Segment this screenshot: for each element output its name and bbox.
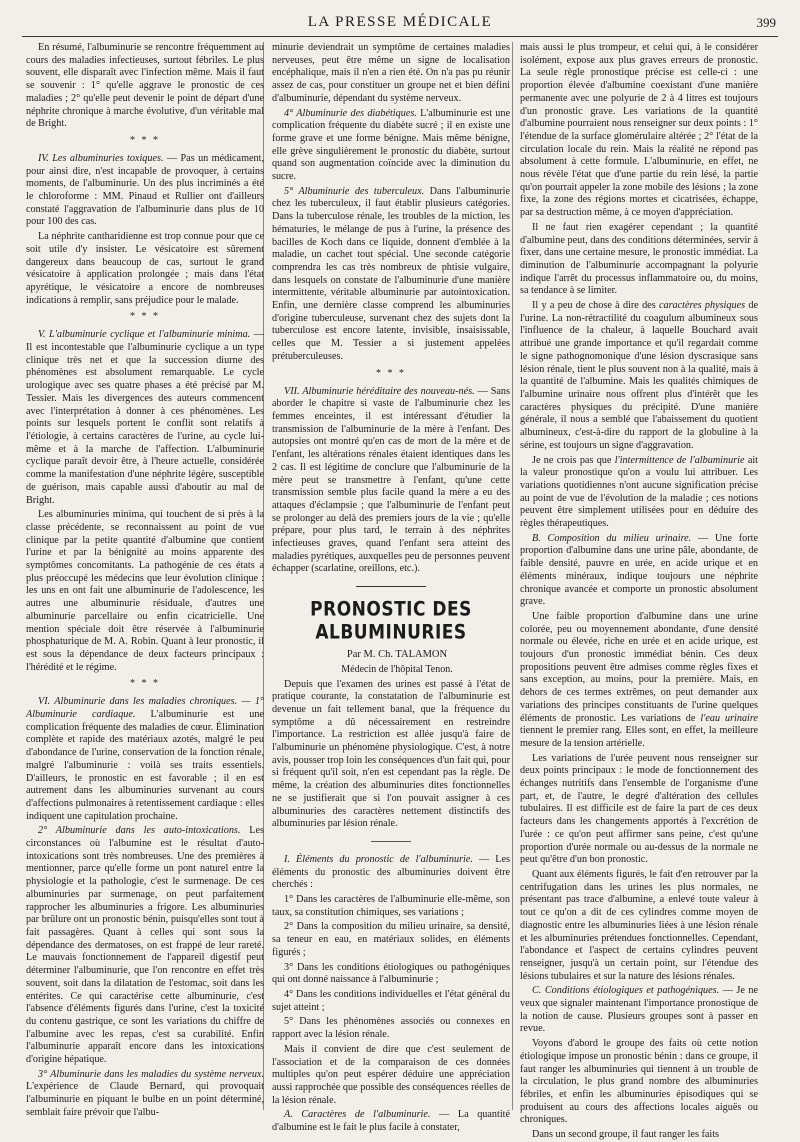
- subsection-title: 3° Albuminurie dans les maladies du système nerveux.: [38, 1068, 264, 1080]
- column-3: [520, 42, 759, 1141]
- paragraph: [272, 386, 510, 577]
- paragraph: [272, 108, 510, 184]
- paragraph: Les albuminuries minima, qui touchent de si près à la classe précédente, se reconnaissent au point de vue clinique par la petite quantité d'albumine que contient l'urine et par la bénignité au moins apparente des symptômes concomitants. La pathogénie de ces états a plus préoccupé les médecins que leur évolution clinique : les uns en ont fait une albuminurie de l'adolescence, les autres une albuminurie résiduale, d'autres une albuminurie parcellaire ou enfin cicatricielle. Une mention spéciale doit être réservée à l'albuminurie phosphaturique de M. A. Robin. Quant à leur pronostic, il est sous la dépendance de deux facteurs principaux : l'hérédité et le régime.: [26, 509, 264, 673]
- paragraph-text: tiennent le premier rang. Elles sont, en effet, la meilleure mesure de la tension artérielle.: [520, 725, 758, 749]
- paragraph-text: L'albuminurie est une complication fréquente du diabète sucré ; il en existe une forme grave et une forme bénigne. Mais même bénigne, elle grève singulièrement le pronostic du diabète, surtout quand son augmentation coïncide avec la diminution du sucre.: [272, 107, 511, 183]
- subsection-title: 4° Albuminurie des diabétiques.: [284, 107, 417, 119]
- journal-title: LA PRESSE MÉDICALE: [307, 14, 493, 30]
- list-item: 5° Dans les phénomènes associés ou connexes en rapport avec la lésion rénale.: [272, 1016, 510, 1041]
- paragraph: [520, 455, 758, 531]
- subsection-title: — 1° Albuminurie cardiaque.: [26, 696, 264, 721]
- paragraph: Mais il convient de dire que c'est seulement de l'association et de la comparaison de ces données multiples qu'on peut espérer déduire une appréciation aussi rapprochée que possible des conséquences réelles de la lésion rénale.: [272, 1043, 510, 1106]
- separator: * * *: [130, 311, 160, 323]
- paragraph: [26, 329, 264, 507]
- list-item: 4° Dans les conditions individuelles et l'état général du sujet atteint ;: [272, 989, 510, 1013]
- paragraph: [520, 533, 758, 609]
- paragraph-text: — Une forte proportion d'albumine dans une urine pâle, abondante, de faible densité, pauvre en urée, en acide urique et en éléments minéraux, indique toujours une néphrite chronique avancée et comporte un pronostic absolument grave.: [520, 532, 758, 608]
- emphasis: caractères physiques: [658, 300, 746, 312]
- section-title: IV. Les albuminuries toxiques.: [38, 152, 164, 164]
- paragraph: En résumé, l'albuminurie se rencontre fréquemment au cours des maladies infectieuses, surtout fébriles. Le plus souvent, elle disparaît avec l'infection même. Mais il faut se souvenir : 1° qu'elle aggrave le pronostic de ces maladies ; 2° qu'elle peut devenir le point de départ d'une néphrite chronique à marche évolutive, d'un véritable mal de Bright.: [26, 42, 264, 130]
- paragraph-text: L'albuminurie est une complication fréquente des maladies de cœur. Élimination complète et rapide des matériaux azotés, malgré le peu d'abondance de l'urine, conservation de la fonction rénale, malgré l'albuminurie : voilà ses traits essentiels. D'ailleurs, le pronostic en est favorable ; il en est autrement dans les albuminuries survenant au cours d'affections pulmonaires à retentissement cardiaque : elles indiquent une capitulation prochaine.: [26, 709, 264, 822]
- affiliation: Médecin de l'hôpital Tenon.: [341, 663, 453, 675]
- column-divider: [512, 42, 513, 1110]
- paragraph: Les variations de l'urée peuvent nous renseigner sur deux points principaux : le mode de fonctionnement des échanges nutritifs dans l'ensemble de l'organisme d'une part, et, de l'autre, le degré d'altération des cellules tubulaires. Il est difficile est de faire la part de ces deux facteurs dans les changements apportés à l'excrétion de l'urée : ce qu'on peut affirmer sans peine, c'est qu'une proportion d'urée normale ou au-dessus de la normale ne peut qu'être d'un bon pronostic.: [520, 752, 758, 866]
- paragraph: La néphrite cantharidienne est trop connue pour que ce soit utile d'y insister. Le vésicatoire est sûrement dangereux dans beaucoup de cas, surtout le grand vésicatoire à application prolongée ; mais dans l'état apyrétique, le vésicatoire a encore de nombreuses indications à remplir, sans préjudice pour le malade.: [26, 231, 264, 306]
- paragraph-text: — Les éléments du pronostic des albuminuries doivent être cherchés :: [272, 853, 510, 891]
- paragraph: Voyons d'abord le groupe des faits où cette notion étiologique impose un pronostic bénin : dans ce groupe, il faut ranger les albuminuries qui tiennent à un trouble de la circulation, le plus grand nombre des albuminuries fébriles, et enfin les albuminuries épisodiques qui se produisent au cours des affections locales aiguës ou chroniques.: [520, 1038, 758, 1126]
- paragraph: Quant aux éléments figurés, le fait d'en retrouver par la centrifugation dans les urines les plus normales, ne présentant pas trace d'albumine, a enlevé toute valeur à tout ce qu'on a dit de ces cylindres comme moyen de diagnostic entre les albuminuries liées à une lésion rénale et les albuminuries prétendues fonctionnelles. Cependant, l'abondance et l'aspect de certains cylindres peuvent renseigner, jusqu'à un certain point, sur l'étendue des lésions tubulaires et sur la nature des lésions rénales.: [520, 869, 758, 982]
- paragraph-text: ait la valeur pronostique qu'on a voulu lui attribuer. Les variations quotidiennes n'ont aucune signification précise au point de vue de l'évolution de la maladie ; ces notions peuvent être simplement utilisées pour en déduire des règles thérapeutiques.: [520, 454, 759, 530]
- paragraph-text: Les circonstances où l'albumine est le résultat d'auto-intoxications sont très nombreuses. Une des premières à mentionner, parce qu'elle forme un pont naturel entre la physiologie et la pathologie, c'est le surmenage. De ces albuminuries par surmenage, on peut parfaitement rapprocher les albuminuries a frigore. Les albuminuries par brûlure ont un pronostic bénin, puisqu'elles sont tout à fait passagères. Quant à celles qui sont sous la dépendance des dermatoses, on est frappé de leur rareté. Le mauvais fonctionnement de l'appareil digestif peut déterminer l'albuminurie, que l'on rencontre en effet très souvent, soit dans la dilatation de l'estomac, soit dans les entérites. Ce qui caractérise cette albuminurie, c'est l'absence d'éléments figurés dans l'urine, c'est la toxicité du contenu gastrique, ce sont les variations du chiffre de l'albumine avec les repas, c'est sa curabilité. Enfin l'albuminurie apparaît encore dans les intoxications d'origine hépatique.: [26, 825, 264, 1066]
- paragraph: [272, 1109, 510, 1134]
- paragraph-text: de l'urine. La non-rétractilité du coagulum albumineux sous l'influence de la chaleur, à laquelle Bouchard avait attribué une grande importance et qu'il regardait comme le signe pathognomonique d'une lésion dyscrasique sans lésion rénale, tient le plus souvent non à la qualité, mais à la quantité de l'albumine. Mais les qualités chimiques de l'albumine urinaire nous offrent plus d'intérêt que les caractères physiques du précipité. D'une manière générale, il nous a semblé que l'abaissement du quotient albumineux, c'est-à-dire du rapport de la globuline à la sérine, est toujours un signe d'aggravation.: [520, 300, 758, 451]
- subsection-title: 2° Albuminurie dans les auto-intoxications.: [38, 825, 241, 837]
- paragraph: Il ne faut rien exagérer cependant ; la quantité d'albumine peut, dans des conditions déterminées, servir à fixer, dans une certaine mesure, le pronostic immédiat. La diminution de l'albuminurie accompagnant la polyurie indique l'arrêt du processus inflammatoire ou, du moins, sa tendance à se limiter.: [520, 221, 758, 297]
- paragraph-text: Une faible proportion d'albumine dans une urine colorée, peu ou moyennement abondante, d'une densité normale ou élevée, riche en urée et en acide urique, est toujours d'un pronostic immédiat bénin. Ces deux propositions peuvent être admises comme règles fixes et sans exception, au moins, pour la première. Mais, en dehors de ces termes extrêmes, on peut demander aux variations des principes constituants de l'urine quelques éléments de pronostic. Les variations de: [520, 610, 758, 724]
- paragraph: Depuis que l'examen des urines est passé à l'état de pratique courante, la constatation de l'albuminurie est devenue un fait tellement banal, que la fréquence du symptôme a dû nécessairement en restreindre l'importance. La restriction est allée jusqu'à faire de l'albuminurie un phénomène physiologique. C'est, à notre avis, pousser trop loin les conséquences d'un fait qui, pour si fréquent qu'il soit, n'en est cependant pas la règle. De même, la création des albuminuries dites fonctionnelles ne se justifierait que si l'on pouvait assigner à ces albuminuries des caractères nettement distinctifs des albuminuries par lésion rénale.: [272, 678, 510, 830]
- running-header: [22, 14, 778, 37]
- paragraph-text: — Sans aborder le chapitre si vaste de l'albuminurie chez les femmes enceintes, il est intéressant d'étudier la transmission de l'albuminurie de la mère à l'enfant. Des autopsies ont montré qu'en cas de mort de la mère et de l'enfant, les altérations rénales étaient identiques dans les 2 cas. Il est légitime de conclure que l'albuminurie de la mère peut se transmettre à l'enfant, qu'une cette transmission semble plus facile quand la mère a eu des attaques d'éclampsie ; que l'albuminurie de l'enfant peut se prolonger au delà des premiers jours de la vie ; qu'elle prépare, pour plus tard, le terrain à des néphrites infectieuses graves, quand l'enfant sera atteint des maladies pyrétiques, auxquelles peu de personnes peuvent échapper (scarlatine, oreillons, etc.).: [272, 385, 510, 575]
- paragraph: [520, 985, 758, 1036]
- paragraph-text: Je ne crois pas que: [532, 454, 615, 466]
- paragraph-text: L'expérience de Claude Bernard, qui provoquait l'albuminurie en piquant le bulbe en un point déterminé, semblait faire prévoir que l'albu-: [26, 1081, 264, 1118]
- column-1: [26, 42, 265, 1118]
- paragraph: [26, 1069, 264, 1120]
- subsection-title: B. Composition du milieu urinaire.: [532, 532, 692, 544]
- paragraph: [26, 696, 264, 823]
- separator: * * *: [130, 134, 160, 146]
- page-number: 399: [756, 15, 776, 30]
- paragraph-text: — Je ne veux que signaler maintenant l'importance pronostique de la notion de cause. Plusieurs groupes sont à passer en revue.: [520, 985, 758, 1035]
- paragraph-text: — Pas un médicament, pour ainsi dire, n'est incapable de provoquer, à certains moments, de l'albuminurie. Un des plus incriminés a été le chloroforme : MM. Pinaud et Rullier ont d'ailleurs constaté l'aggravation de l'albuminurie dans plus de 10 pour 100 des cas.: [26, 152, 265, 228]
- column-2: [272, 42, 511, 1134]
- paragraph-text: Il y a peu de chose à dire des: [532, 300, 659, 312]
- subsection-title: A. Caractères de l'albuminurie.: [284, 1109, 431, 1121]
- list-item: 3° Dans les conditions étiologiques ou pathogéniques qui ont donné naissance à l'albuminurie ;: [272, 961, 510, 986]
- paragraph: [272, 186, 510, 364]
- section-title: VII. Albuminurie héréditaire des nouveau-nés.: [284, 385, 475, 397]
- emphasis: l'intermittence de l'albuminurie: [614, 454, 745, 466]
- list-item: 2° Dans la composition du milieu urinaire, sa densité, sa teneur en eau, en matériaux solides, en éléments figurés ;: [272, 921, 510, 958]
- article-divider: [356, 586, 426, 587]
- author: Par M. Ch. TALAMON: [346, 649, 448, 661]
- section-title: I. Éléments du pronostic de l'albuminurie.: [284, 853, 473, 865]
- list-item: 1° Dans les caractères de l'albuminurie elle-même, son taux, sa constitution chimiques, ses variations ;: [272, 894, 510, 918]
- paragraph-text: — La quantité d'albumine est le fait le plus facile à constater,: [272, 1109, 511, 1134]
- article-title: PRONOSTIC DES ALBUMINURIES: [310, 598, 472, 645]
- paragraph: Dans un second groupe, il faut ranger les faits: [532, 1129, 719, 1141]
- paragraph: [520, 300, 758, 452]
- section-title: V. L'albuminurie cyclique et l'albuminurie minima.: [38, 329, 251, 341]
- subsection-title: C. Conditions étiologiques et pathogéniques.: [532, 985, 720, 997]
- separator: * * *: [130, 678, 160, 690]
- section-title: VI. Albuminurie dans les maladies chroniques.: [38, 696, 238, 708]
- paragraph-text: — Il est incontestable que l'albuminurie cyclique a un type clinique très net et que la succession diurne des phénomènes est absolument remarquable. Le cycle urologique avec ses quatre phases a été précisé par M. Tessier. Mais les divergences des auteurs commencent avec l'interprétation à donner à ces phénomènes. Les points sur lesquels portent le conflit sont relatifs à l'étiologie, à certains caractères de l'urine, au cycle lui-même et à la marche de l'affection. L'albuminurie cyclique paraît devoir être, à l'heure actuelle, considérée comme la manifestation d'une néphrite légère, susceptible de guérison, mais capable aussi d'aboutir au mal de Bright.: [26, 329, 265, 506]
- subsection-title: 5° Albuminurie des tuberculeux.: [284, 185, 425, 197]
- paragraph-text: Dans l'albuminurie chez les tuberculeux, il faut établir plusieurs catégories. Dans la tuberculose rénale, les troubles de la miction, les hématuries, le mélange de pus à l'urine, la présence des bacilles de Koch dans ce liquide, donnent d'emblée à la maladie, un cachet tout spécial. Une seconde catégorie comprendra les cas très nombreux de phtisie vulgaire, dans lesquels on constate de l'albuminurie d'une manière intermittente, véritable albuminurie par autointoxication. Enfin, une dernière classe comprend les albuminuries d'origine tuberculeuse, survenant chez des sujets dont la tuberculose est encore latente, invisible, insaisissable, celles que M. Tessier a si justement appelées prétuberculeuses.: [272, 185, 510, 362]
- paragraph: minurie deviendrait un symptôme de certaines maladies nerveuses, peut être même un signe de localisation encéphalique, mais il n'en a rien été. On n'a pas pu réunir assez de cas, pour constituer un groupe net et bien défini d'albuminurie, dépendant du système nerveux.: [272, 42, 510, 104]
- paragraph: [26, 153, 264, 229]
- paragraph: [520, 611, 758, 751]
- paragraph: [272, 854, 510, 892]
- emphasis: l'eau urinaire: [700, 712, 758, 724]
- paragraph: [26, 825, 264, 1066]
- separator: * * *: [376, 367, 406, 379]
- paragraph: mais aussi le plus trompeur, et celui qui, à le considérer isolément, expose aux plus graves erreurs de pronostic. La seule règle pronostique précise est celle-ci : une proportion élevée d'albumine coexistant d'une manière permanente avec une polyurie de 2 à 4 litres est toujours d'un pronostic grave. Les variations de la quantité d'albumine pourraient nous renseigner sur deux points : 1° l'étendue de la surface glomérulaire altérée ; 2° l'état de la circulation locale du rein. Mais la réalité ne répond pas absolument à cette formule. L'albuminurie, en effet, ne nous révèle l'état que d'une partie du rein lésé, la partie qu'on pourrait appeler la zone mobile des lésions ; la zone fixe, la zone des régions mortes et cicatrisées, échappe, par sa destruction même, à ce moyen d'appréciation.: [520, 42, 758, 219]
- section-divider: [371, 841, 411, 842]
